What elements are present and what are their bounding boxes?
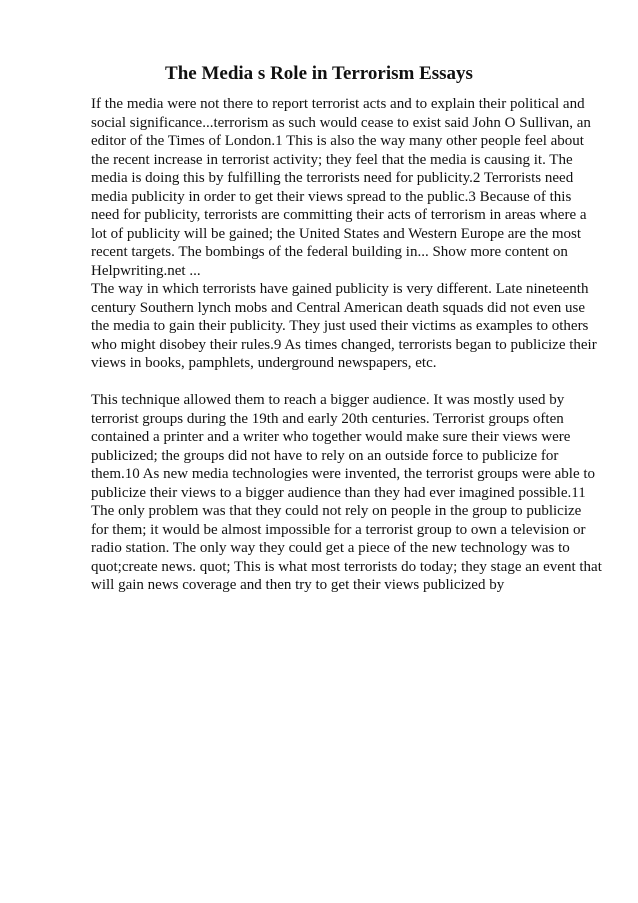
text-line: the recent increase in terrorist activity; they feel that the media is causing it. The [91,151,573,168]
document-body [91,95,602,595]
text-line: them.10 As new media technologies were invented, the terrorist groups were able to [91,466,596,482]
text-line: recent targets. The bombings of the federal building in... Show more content on [91,244,568,260]
text-line: quot;create news. quot; This is what most terrorists do today; they stage an event that [91,558,602,575]
text-line: who might disobey their rules.9 As times changed, terrorists began to publicize their [91,336,597,353]
text-line: publicized; the groups did not have to rely on an outside force to publicize for [91,447,559,464]
text-line: contained a printer and a writer who together would make sure their views were [91,429,571,445]
text-line: The way in which terrorists have gained publicity is very different. Late nineteenth [91,281,589,297]
document-title: The Media s Role in Terrorism Essays [165,63,473,84]
text-line: terrorist groups during the 19th and early 20th centuries. Terrorist groups often [91,410,564,427]
text-line: social significance...terrorism as such would cease to exist said John O Sullivan, an [91,114,591,131]
text-line: media publicity in order to get their views spread to the public.3 Because of this [91,188,572,205]
text-line: radio station. The only way they could get a piece of the new technology was to [91,540,570,556]
text-line: The only problem was that they could not rely on people in the group to publicize [91,503,582,519]
text-line: the media to gain their publicity. They just used their victims as examples to others [91,318,589,334]
paragraph-spacer [91,373,591,392]
text-line: If the media were not there to report terrorist acts and to explain their political and [91,96,585,112]
text-line: will gain news coverage and then try to get their views publicized by [91,577,505,593]
paragraph-1 [91,95,591,280]
text-line: publicize their views to a bigger audience than they had ever imagined possible.11 [91,484,586,501]
paragraph-2 [91,280,597,373]
text-line: views in books, pamphlets, underground newspapers, etc. [91,355,437,371]
paragraph-3 [91,391,602,595]
text-line: need for publicity, terrorists are committing their acts of terrorism in areas where a [91,207,587,223]
text-line: for them; it would be almost impossible for a terrorist group to own a television or [91,521,586,538]
text-line: Helpwriting.net ... [91,262,201,279]
text-line: lot of publicity will be gained; the United States and Western Europe are the most [91,225,582,242]
text-line: editor of the Times of London.1 This is also the way many other people feel about [91,133,584,149]
text-line: century Southern lynch mobs and Central American death squads did not even use [91,299,586,316]
text-line: This technique allowed them to reach a bigger audience. It was mostly used by [91,392,565,408]
text-line: media is doing this by fulfilling the terrorists need for publicity.2 Terrorists need [91,170,574,186]
